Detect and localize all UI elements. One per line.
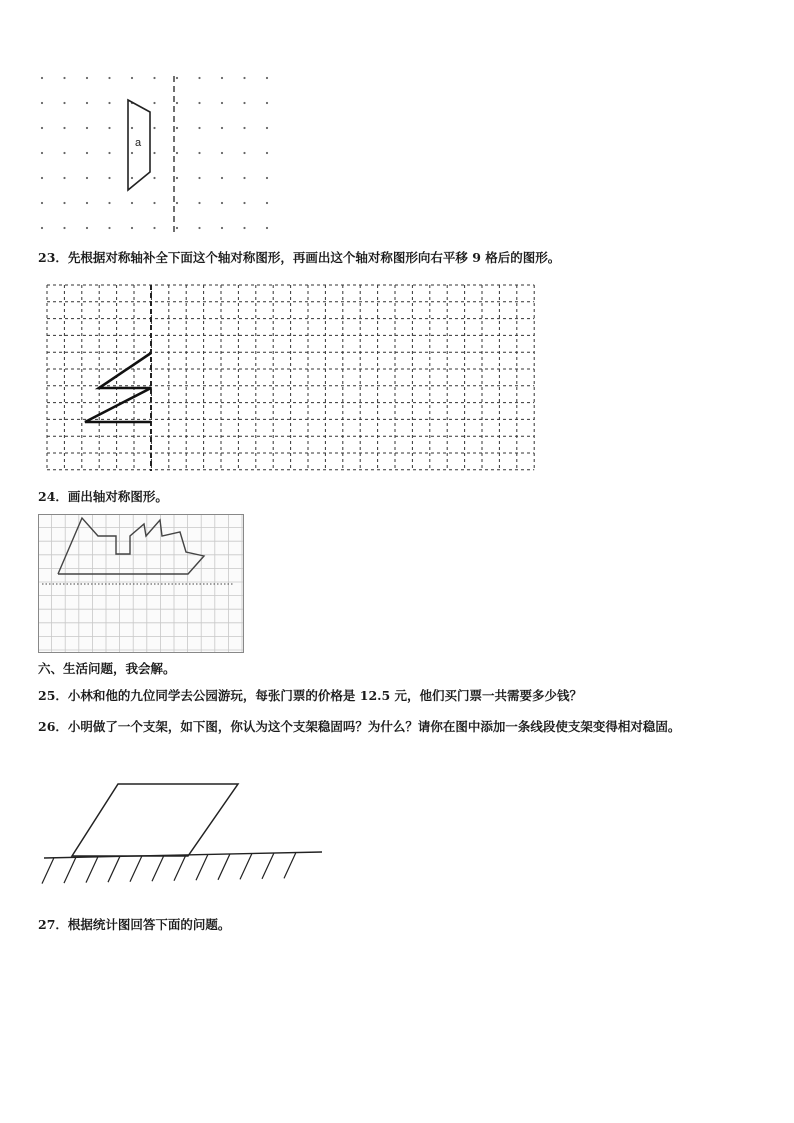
hatch-stroke [262,853,274,879]
grid-dot [86,227,88,229]
grid-dot [153,202,155,204]
grid-dot [243,177,245,179]
grid-dot [86,152,88,154]
hatch-stroke [284,852,296,878]
grid-dot [198,127,200,129]
hatch-stroke [174,855,186,881]
grid-dot [221,227,223,229]
grid-dot [108,227,110,229]
dot-grid [41,77,268,229]
grid-dot [153,102,155,104]
grid-dot [41,77,43,79]
section-6-heading: 六、生活问题，我会解。 [38,661,176,676]
grid-dot [221,102,223,104]
grid-dot [266,127,268,129]
grid-dot [266,152,268,154]
shape-label-a: a [135,137,142,149]
hatch-stroke [42,858,54,884]
dashed-grid [47,285,534,470]
grid-dot [41,227,43,229]
grid-dot [108,152,110,154]
grid-dot [266,77,268,79]
grid-dot [41,102,43,104]
grid-dot [131,77,133,79]
grid-dot [176,127,178,129]
grid-dot [108,127,110,129]
grid-dot [243,102,245,104]
grid-dot [63,102,65,104]
grid-dot [131,152,133,154]
grid-dot [266,177,268,179]
grid-dot [243,227,245,229]
grid-dot [243,152,245,154]
grid-dot [131,127,133,129]
square-grid-figure-q24 [38,514,246,654]
grid-dot [153,77,155,79]
grid-dot [153,177,155,179]
grid-dot [41,152,43,154]
grid-dot [108,177,110,179]
grid-dot [198,77,200,79]
grid-dot [198,227,200,229]
grid-dot [41,202,43,204]
hatch-stroke [196,854,208,880]
question-26: 26．小明做了一个支架，如下图，你认为这个支架稳固吗？为什么？请你在图中添加一条线段使支架变得相对稳固。 [38,719,681,734]
grid-dot [63,227,65,229]
grid-dot [108,102,110,104]
grid-dot [198,152,200,154]
grid-dot [153,227,155,229]
question-27: 27．根据统计图回答下面的问题。 [38,917,231,932]
grid-dot [131,227,133,229]
ground-line [44,852,322,858]
grid-dot [131,177,133,179]
hatch-stroke [240,853,252,879]
grid-dot [176,227,178,229]
grid-dot [221,77,223,79]
hatch-stroke [86,857,98,883]
grid-dot [41,127,43,129]
hatch-stroke [218,854,230,880]
hatch-stroke [152,855,164,881]
zigzag-half-shape [85,353,151,422]
grid-dot [198,177,200,179]
dot-grid-figure-q22 [30,68,280,238]
grid-dot [86,127,88,129]
grid-dot [63,177,65,179]
grid-dot [86,102,88,104]
hatch-stroke [64,857,76,883]
dashed-grid-figure-q23 [47,285,542,475]
grid-dot [221,202,223,204]
grid-dot [243,127,245,129]
grid-dot [41,177,43,179]
grid-dot [86,177,88,179]
question-25: 25．小林和他的九位同学去公园游玩，每张门票的价格是 12.5 元，他们买门票一共需要多少钱？ [38,688,583,703]
grid-dot [63,127,65,129]
grid-dot [176,102,178,104]
grid-dot [153,152,155,154]
grid-dot [153,127,155,129]
grid-dot [266,227,268,229]
grid-dot [266,202,268,204]
grid-dot [131,202,133,204]
grid-dot [221,152,223,154]
grid-dot [86,202,88,204]
grid-dot [86,77,88,79]
grid-dot [266,102,268,104]
grid-dot [176,152,178,154]
grid-dot [198,202,200,204]
grid-dot [176,202,178,204]
hatch-stroke [130,856,142,882]
grid-dot [176,177,178,179]
grid-dot [221,177,223,179]
parallelogram-stand [72,784,238,856]
grid-dot [221,127,223,129]
grid-dot [243,202,245,204]
grid-dot [176,77,178,79]
grid-dot [108,202,110,204]
grid-dot [63,77,65,79]
grid-dot [243,77,245,79]
hatch-stroke [108,856,120,882]
question-23: 23．先根据对称轴补全下面这个轴对称图形，再画出这个轴对称图形向右平移 9 格后的图形。 [38,250,561,265]
question-24: 24．画出轴对称图形。 [38,489,168,504]
stand-figure-q26 [36,780,326,890]
grid-dot [63,202,65,204]
grid-dot [198,102,200,104]
grid-dot [63,152,65,154]
grid-dot [108,77,110,79]
